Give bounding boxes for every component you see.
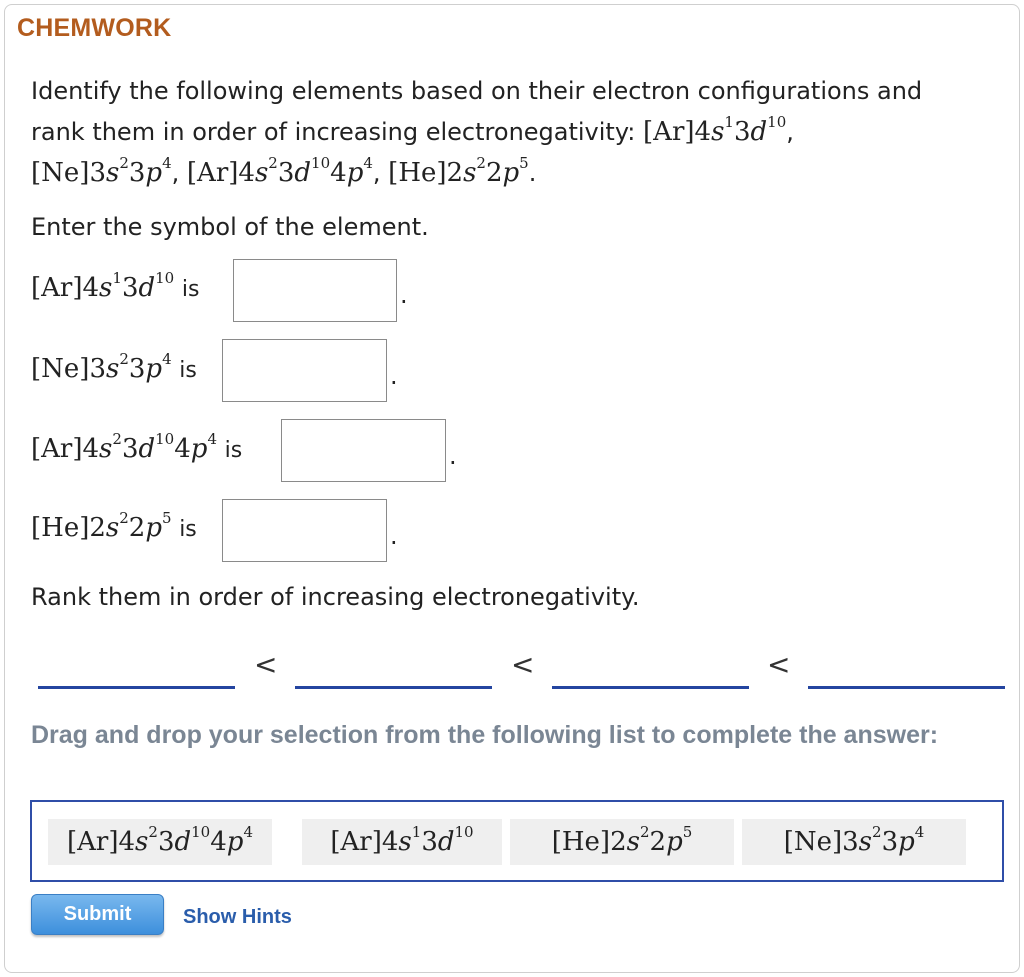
orbital-letter: s: [711, 117, 725, 147]
core-symbol: [He]: [388, 158, 447, 188]
core-symbol: [Ar]: [31, 273, 83, 303]
inline-config-1: [643, 113, 787, 147]
orbital-letter: d: [138, 434, 156, 464]
electron-count: 4: [207, 430, 217, 449]
config-formula: [31, 509, 172, 543]
shell-number: 4: [694, 117, 712, 147]
electron-count: 2: [112, 430, 122, 449]
period: .: [400, 281, 408, 309]
orbital-letter: p: [502, 158, 520, 188]
orbital-letter: s: [105, 158, 120, 188]
electron-count: 2: [268, 154, 278, 173]
question-line-2: [31, 113, 794, 147]
electron-count: 2: [119, 154, 129, 173]
orbital-letter: s: [105, 354, 120, 384]
drag-tray: [30, 800, 1004, 882]
orbital-letter: d: [750, 117, 768, 147]
electron-count: 10: [767, 113, 787, 132]
electron-count: 2: [872, 823, 882, 842]
less-than-sign: <: [254, 648, 278, 681]
shell-number: 3: [733, 117, 751, 147]
drag-chip[interactable]: [302, 819, 502, 865]
electron-count: 4: [243, 823, 253, 842]
shell-number: 3: [89, 158, 106, 188]
orbital-letter: d: [138, 273, 156, 303]
core-symbol: [He]: [31, 513, 90, 543]
orbital-letter: s: [99, 273, 113, 303]
shell-number: 4: [381, 827, 399, 857]
comma: ,: [171, 159, 180, 187]
electron-count: 10: [155, 269, 175, 288]
comma: ,: [786, 118, 794, 146]
less-than-sign: <: [767, 648, 791, 681]
orbital-letter: s: [135, 827, 149, 857]
shell-number: 2: [485, 158, 503, 188]
chip-formula: [67, 823, 253, 857]
rank-instruction: Rank them in order of increasing electronegativity.: [31, 583, 640, 611]
electron-count: 2: [148, 823, 158, 842]
is-label: is: [224, 438, 243, 463]
config-formula: [31, 350, 172, 384]
core-symbol: [Ar]: [67, 827, 119, 857]
question-line-3: [31, 154, 537, 188]
instruction-text: Enter the symbol of the element.: [31, 213, 429, 241]
electron-count: 1: [411, 823, 422, 842]
core-symbol: [Ar]: [643, 117, 695, 147]
period: .: [390, 522, 398, 550]
shell-number: 3: [157, 827, 175, 857]
shell-number: 3: [421, 827, 438, 857]
orbital-letter: p: [145, 513, 162, 543]
chip-formula: [551, 823, 693, 857]
electron-count: 2: [476, 154, 486, 173]
core-symbol: [Ne]: [31, 354, 90, 384]
config-label-2: [31, 350, 197, 384]
orbital-letter: s: [398, 827, 412, 857]
answer-input-1[interactable]: [233, 259, 397, 322]
shell-number: 3: [842, 827, 859, 857]
orbital-letter: s: [105, 513, 120, 543]
is-label: is: [181, 277, 200, 302]
electron-count: 10: [191, 823, 211, 842]
shell-number: 3: [881, 827, 899, 857]
electron-count: 5: [519, 154, 529, 173]
shell-number: 3: [121, 273, 139, 303]
rank-slot-3[interactable]: [552, 686, 749, 689]
question-line-1: Identify the following elements based on their electron configurations and: [31, 77, 923, 105]
electron-count: 5: [682, 823, 693, 842]
config-formula: [31, 269, 175, 303]
shell-number: 2: [649, 827, 667, 857]
electron-count: 4: [162, 154, 172, 173]
chip-formula: [330, 823, 474, 857]
is-label: is: [179, 517, 197, 542]
orbital-letter: d: [174, 827, 192, 857]
orbital-letter: d: [437, 827, 455, 857]
shell-number: 2: [128, 513, 146, 543]
electron-count: 4: [363, 154, 373, 173]
inline-config-3: [186, 154, 373, 188]
config-label-3: [31, 430, 243, 464]
electron-count: 5: [162, 509, 172, 528]
electron-count: 2: [639, 823, 650, 842]
config-label-4: [31, 509, 197, 543]
orbital-letter: s: [626, 827, 640, 857]
electron-count: 10: [311, 154, 331, 173]
drag-instructions: Drag and drop your selection from the following list to complete the answer:: [31, 721, 939, 749]
shell-number: 4: [210, 827, 227, 857]
submit-button[interactable]: Submit: [31, 894, 164, 935]
orbital-letter: s: [463, 158, 477, 188]
shell-number: 4: [238, 158, 255, 188]
orbital-letter: p: [346, 158, 364, 188]
orbital-letter: p: [190, 434, 208, 464]
shell-number: 2: [89, 513, 106, 543]
electron-count: 10: [454, 823, 474, 842]
inline-config-4: [388, 154, 529, 188]
electron-count: 2: [119, 350, 129, 369]
answer-input-2[interactable]: [222, 339, 387, 402]
shell-number: 3: [121, 434, 139, 464]
orbital-letter: d: [294, 158, 312, 188]
orbital-letter: s: [99, 434, 113, 464]
period: .: [528, 159, 537, 187]
core-symbol: [Ar]: [330, 827, 382, 857]
less-than-sign: <: [511, 648, 535, 681]
drag-chip[interactable]: [742, 819, 966, 865]
answer-input-3[interactable]: [281, 419, 446, 482]
shell-number: 2: [610, 827, 627, 857]
drag-chip[interactable]: [48, 819, 272, 865]
shell-number: 4: [82, 273, 100, 303]
orbital-letter: p: [145, 158, 163, 188]
electron-count: 1: [112, 269, 122, 288]
orbital-letter: p: [666, 827, 683, 857]
core-symbol: [He]: [551, 827, 611, 857]
period: .: [390, 362, 398, 390]
shell-number: 4: [330, 158, 347, 188]
shell-number: 4: [118, 827, 136, 857]
brand-title: CHEMWORK: [17, 14, 172, 42]
shell-number: 2: [446, 158, 464, 188]
core-symbol: [Ar]: [186, 158, 239, 188]
orbital-letter: s: [254, 158, 269, 188]
chip-formula: [783, 823, 925, 857]
orbital-letter: p: [898, 827, 915, 857]
shell-number: 3: [89, 354, 106, 384]
shell-number: 3: [128, 354, 146, 384]
period: .: [449, 442, 457, 470]
rank-slot-1[interactable]: [38, 686, 235, 689]
answer-input-4[interactable]: [222, 499, 387, 562]
shell-number: 4: [82, 434, 100, 464]
comma: ,: [372, 159, 381, 187]
electron-count: 4: [162, 350, 172, 369]
shell-number: 3: [277, 158, 295, 188]
is-label: is: [179, 358, 197, 383]
orbital-letter: p: [226, 827, 244, 857]
electron-count: 10: [155, 430, 175, 449]
core-symbol: [Ar]: [31, 434, 83, 464]
orbital-letter: s: [858, 827, 873, 857]
orbital-letter: p: [145, 354, 163, 384]
rank-slot-2[interactable]: [295, 686, 492, 689]
config-formula: [31, 430, 217, 464]
core-symbol: [Ne]: [31, 158, 90, 188]
electron-count: 2: [119, 509, 129, 528]
shell-number: 3: [128, 158, 146, 188]
inline-config-2: [31, 154, 172, 188]
drag-chip[interactable]: [510, 819, 734, 865]
config-label-1: [31, 269, 200, 303]
rank-slot-4[interactable]: [808, 686, 1005, 689]
core-symbol: [Ne]: [783, 827, 843, 857]
shell-number: 4: [174, 434, 191, 464]
question-line-2-text: rank them in order of increasing electronegativity:: [31, 118, 636, 146]
electron-count: 1: [724, 113, 734, 132]
electron-count: 4: [914, 823, 925, 842]
show-hints-link[interactable]: Show Hints: [183, 906, 292, 928]
